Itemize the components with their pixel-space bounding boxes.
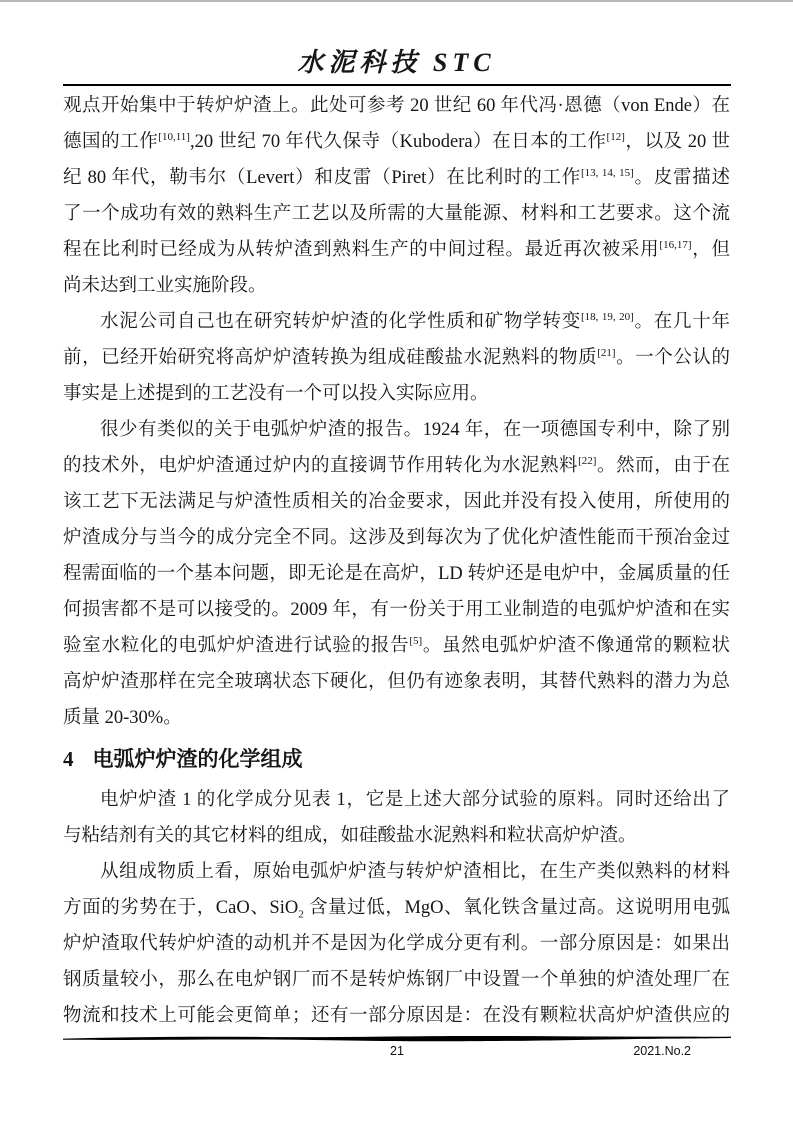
- text-line: [63, 484, 730, 520]
- text-segment: 何损害都不是可以接受的。2009 年，有一份关于用工业制造的电弧炉炉渣和在实: [63, 600, 730, 620]
- document-body: [63, 88, 730, 1034]
- text-segment: 观点开始集中于转炉炉渣上。此处可参考 20 世纪 60 年代冯·恩德（von Ende）在: [63, 96, 730, 116]
- text-segment: 高炉炉渣那样在完全玻璃状态下硬化，但仍有迹象表明，其替代熟料的潜力为总: [63, 672, 730, 692]
- chemical-subscript: 2: [298, 908, 304, 921]
- citation-ref: [10,11]: [158, 130, 190, 143]
- journal-title: 水泥科技 STC: [297, 48, 496, 77]
- text-segment: 。在几十年: [633, 312, 730, 332]
- text-line: [63, 664, 730, 700]
- text-segment: 与粘结剂有关的其它材料的组成，如硅酸盐水泥熟料和粒状高炉炉渣。: [63, 826, 637, 846]
- text-line: [63, 890, 730, 926]
- text-segment: 质量 20-30%。: [63, 708, 182, 728]
- text-segment: 从组成物质上看，原始电弧炉炉渣与转炉炉渣相比，在生产类似熟料的材料: [100, 862, 730, 882]
- text-line: [63, 818, 730, 854]
- text-segment: 钢质量较小，那么在电炉钢厂而不是转炉炼钢厂中设置一个单独的炉渣处理厂在: [63, 970, 730, 990]
- text-segment: ,20 世纪 70 年代久保寺（Kubodera）在日本的工作: [189, 132, 607, 152]
- citation-ref: [16,17]: [659, 238, 692, 251]
- text-line: [63, 268, 730, 304]
- text-line: [63, 782, 730, 818]
- text-segment: 很少有类似的关于电弧炉炉渣的报告。1924 年，在一项德国专利中，除了别: [100, 420, 730, 440]
- text-segment: 了一个成功有效的熟料生产工艺以及所需的大量能源、材料和工艺要求。这个流: [63, 204, 730, 224]
- page-footer: [63, 1034, 731, 1060]
- text-segment: 尚未达到工业实施阶段。: [63, 276, 267, 296]
- text-line: [63, 232, 730, 268]
- text-segment: 物流和技术上可能会更简单；还有一部分原因是：在没有颗粒状高炉炉渣供应的: [63, 1006, 730, 1026]
- footer-row: [63, 1044, 731, 1060]
- text-line: [63, 556, 730, 592]
- text-line: [63, 998, 730, 1034]
- page-header: [0, 42, 793, 86]
- issue-label: 2021.No.2: [633, 1044, 691, 1058]
- text-line: [63, 628, 730, 664]
- text-segment: 含量过低，MgO、氧化铁含量过高。这说明用电弧: [303, 898, 731, 918]
- text-line: [63, 304, 730, 340]
- citation-ref: [13, 14, 15]: [580, 166, 634, 179]
- text-segment: 事实是上述提到的工艺没有一个可以投入实际应用。: [63, 384, 489, 404]
- text-segment: 该工艺下无法满足与炉渣性质相关的冶金要求，因此并没有投入使用，所使用的: [63, 492, 730, 512]
- text-segment: 程在比利时已经成为从转炉渣到熟料生产的中间过程。最近再次被采用: [63, 240, 660, 260]
- text-line: [63, 340, 730, 376]
- text-segment: 前，已经开始研究将高炉炉渣转换为组成硅酸盐水泥熟料的物质: [63, 348, 598, 368]
- text-segment: 纪 80 年代，勒韦尔（Levert）和皮雷（Piret）在比利时的工作: [63, 168, 581, 188]
- text-segment: 炉炉渣取代转炉炉渣的动机并不是因为化学成分更有利。一部分原因是：如果出: [63, 934, 730, 954]
- text-line: [63, 160, 730, 196]
- text-segment: 验室水粒化的电弧炉炉渣进行试验的报告: [63, 636, 410, 656]
- text-segment: 。虽然电弧炉炉渣不像通常的颗粒状: [422, 636, 730, 656]
- text-segment: 程需面临的一个基本问题，即无论是在高炉，LD 转炉还是电炉中，金属质量的任: [63, 564, 730, 584]
- text-line: [63, 962, 730, 998]
- section-heading: [63, 736, 730, 782]
- citation-ref: [5]: [409, 634, 423, 647]
- citation-ref: [21]: [597, 346, 616, 359]
- text-line: [63, 592, 730, 628]
- text-line: [63, 926, 730, 962]
- text-line: [63, 448, 730, 484]
- text-segment: ，但: [691, 240, 730, 260]
- citation-ref: [12]: [606, 130, 625, 143]
- section-title: 电弧炉炉渣的化学组成: [92, 747, 303, 771]
- text-line: [63, 854, 730, 890]
- text-line: [63, 196, 730, 232]
- text-line: [63, 88, 730, 124]
- citation-ref: [18, 19, 20]: [580, 310, 634, 323]
- text-segment: 。然而，由于在: [596, 456, 730, 476]
- text-segment: 德国的工作: [63, 132, 159, 152]
- text-segment: 。一个公认的: [615, 348, 730, 368]
- page-number: 21: [390, 1044, 404, 1058]
- text-line: [63, 412, 730, 448]
- text-line: [63, 520, 730, 556]
- footer-rule: [63, 1034, 731, 1044]
- text-segment: 炉渣成分与当今的成分完全不同。这涉及到每次为了优化炉渣性能而干预冶金过: [63, 528, 730, 548]
- text-segment: ，以及 20 世: [624, 132, 730, 152]
- header-rule: [63, 84, 731, 86]
- text-line: [63, 124, 730, 160]
- section-number: 4: [63, 747, 74, 771]
- text-segment: 方面的劣势在于，CaO、SiO: [63, 898, 299, 918]
- text-segment: 的技术外，电炉炉渣通过炉内的直接调节作用转化为水泥熟料: [63, 456, 579, 476]
- text-segment: 水泥公司自己也在研究转炉炉渣的化学性质和矿物学转变: [100, 312, 581, 332]
- text-segment: 。皮雷描述: [633, 168, 730, 188]
- citation-ref: [22]: [578, 454, 597, 467]
- text-line: [63, 376, 730, 412]
- text-line: [63, 700, 730, 736]
- text-segment: 电炉炉渣 1 的化学成分见表 1，它是上述大部分试验的原料。同时还给出了: [100, 790, 730, 810]
